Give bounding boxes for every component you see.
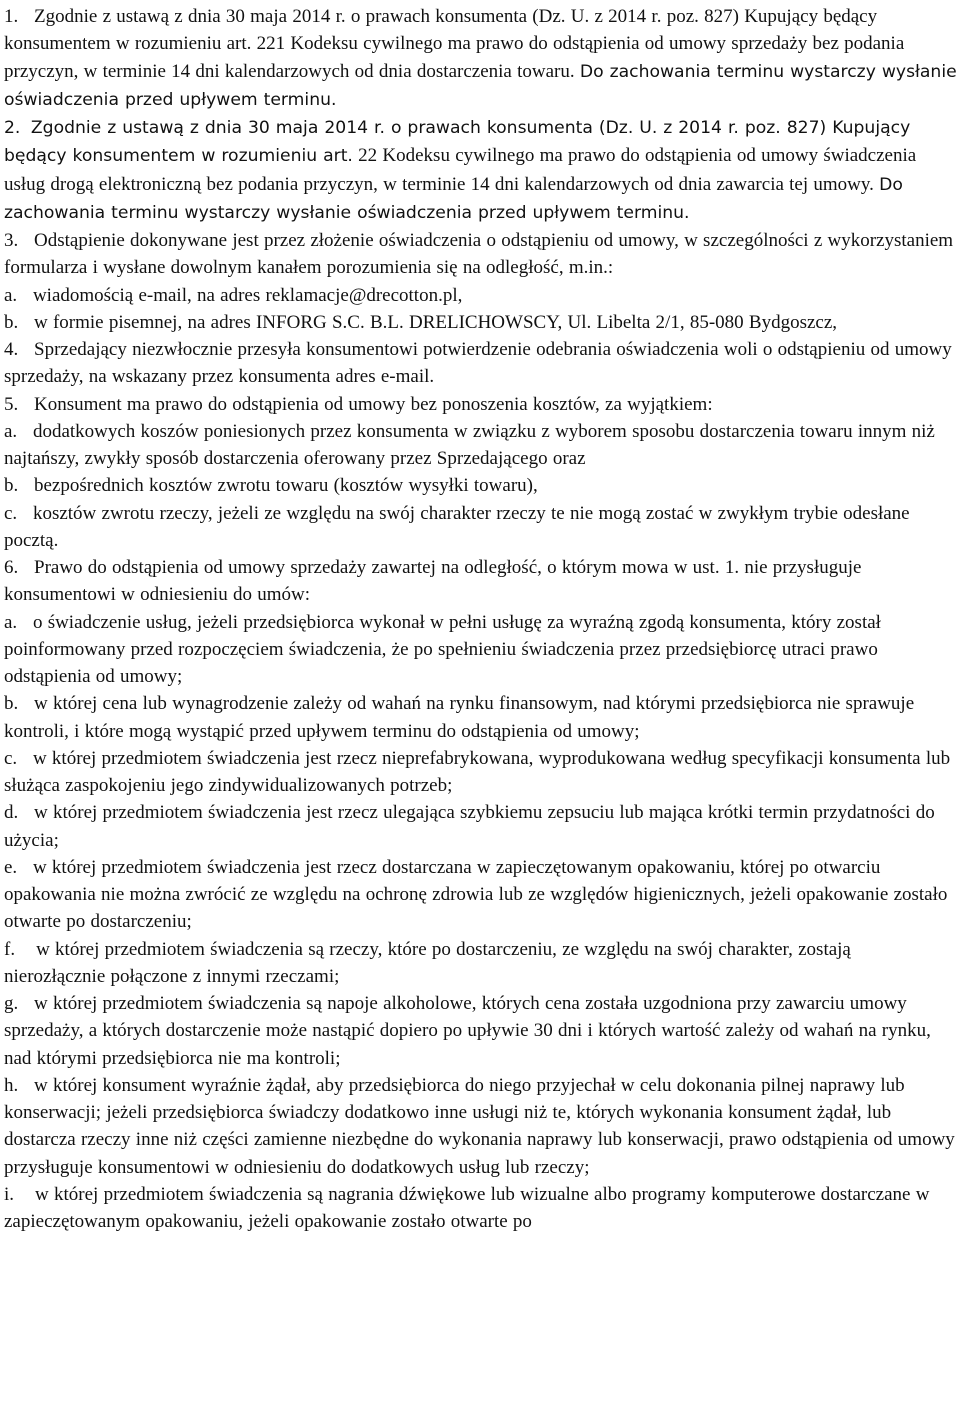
paragraph-6h — [4, 1072, 957, 1181]
paragraph-text: w której przedmiotem świadczenia jest rzecz ulegająca szybkiemu zepsuciu lub mająca krótki termin przydatności do użycia; — [4, 802, 935, 851]
paragraph-text: Do zachowania terminu wystarczy wysłanie oświadczenia przed upływem terminu. — [4, 61, 957, 110]
item-marker: 3. — [4, 230, 19, 251]
item-marker: g. — [4, 993, 19, 1014]
item-marker: a. — [4, 284, 18, 306]
item-marker: 6. — [4, 557, 19, 578]
paragraph-text: w której przedmiotem świadczenia są nagrania dźwiękowe lub wizualne albo programy komputerowe dostarczane w zapieczętowanym opakowaniu, jeżeli opakowanie zostało otwarte po — [4, 1183, 930, 1232]
paragraph-6i — [4, 1181, 957, 1236]
paragraph-6 — [4, 554, 957, 609]
paragraph-3 — [4, 227, 957, 282]
item-marker: c. — [4, 502, 18, 524]
paragraph-text: w której przedmiotem świadczenia jest rzecz dostarczana w zapieczętowanym opakowaniu, której po otwarciu opakowania nie można zwrócić ze względu na ochronę zdrowia lub ze względów higienicznych, jeżeli opakowanie zostało otwarte po dostarczeniu; — [4, 856, 948, 933]
item-marker: b. — [4, 475, 19, 497]
paragraph-text: Sprzedający niezwłocznie przesyła konsumentowi potwierdzenie odebrania oświadczenia woli o odstąpieniu od umowy sprzedaży, na wskazany przez konsumenta adres e-mail. — [4, 339, 952, 388]
item-marker: 1. — [4, 6, 19, 27]
paragraph-text: w formie pisemnej, na adres INFORG S.C. B.L. DRELICHOWSCY, Ul. Libelta 2/1, 85-080 Bydgoszcz, — [34, 311, 838, 333]
paragraph-6g — [4, 990, 957, 1072]
paragraph-text: w której przedmiotem świadczenia są rzeczy, które po dostarczeniu, ze względu na swój charakter, zostają nierozłącznie połączone z innymi rzeczami; — [4, 938, 851, 987]
paragraph-text: wiadomością e-mail, na adres reklamacje@drecotton.pl, — [32, 284, 463, 306]
paragraph-text: w której przedmiotem świadczenia jest rzecz nieprefabrykowana, wyprodukowana według specyfikacji konsumenta lub służąca zaspokojeniu jego zindywidualizowanych potrzeb; — [4, 747, 951, 796]
paragraph-3b — [4, 309, 957, 336]
paragraph-1 — [4, 3, 957, 114]
paragraph-6a — [4, 609, 957, 691]
paragraph-6e — [4, 854, 957, 936]
item-marker: c. — [4, 747, 18, 769]
item-marker: a. — [4, 420, 18, 442]
paragraph-3a — [4, 282, 957, 309]
paragraph-6d — [4, 799, 957, 854]
paragraph-text: kosztów zwrotu rzeczy, jeżeli ze względu na swój charakter rzeczy te nie mogą zostać w zwykłym trybie odesłane pocztą. — [4, 502, 910, 551]
paragraph-text: Do zachowania terminu wystarczy wysłanie oświadczenia przed upływem terminu. — [4, 174, 903, 223]
item-marker: 5. — [4, 393, 19, 415]
paragraph-text: Konsument ma prawo do odstąpienia od umowy bez ponoszenia kosztów, za wyjątkiem: — [34, 393, 713, 415]
paragraph-text: Prawo do odstąpienia od umowy sprzedaży zawartej na odległość, o którym mowa w ust. 1. nie przysługuje konsumentowi w odniesieniu do umów: — [4, 557, 862, 606]
item-marker: i. — [4, 1183, 15, 1205]
paragraph-text: 22 Kodeksu cywilnego ma prawo do odstąpienia od umowy świadczenia usług drogą elektroniczną bez podania przyczyn, w terminie 14 dni kalendarzowych od dnia zawarcia tej umowy. — [4, 145, 917, 195]
paragraph-5 — [4, 391, 957, 418]
paragraph-text: w której przedmiotem świadczenia są napoje alkoholowe, których cena została uzgodniona przy zawarciu umowy sprzedaży, a których dostarczenie może nastąpić dopiero po upływie 30 dni i których wartość zależy od wahań na rynku, nad którymi przedsiębiorca nie ma kontroli; — [4, 993, 931, 1069]
item-marker: 4. — [4, 339, 19, 360]
paragraph-text: bezpośrednich kosztów zwrotu towaru (kosztów wysyłki towaru), — [34, 475, 538, 497]
paragraph-text: dodatkowych koszów poniesionych przez konsumenta w związku z wyborem sposobu dostarczenia towaru innym niż najtańszy, zwykły sposób dostarczenia oferowany przez Sprzedającego oraz — [4, 420, 935, 469]
paragraph-text: w której konsument wyraźnie żądał, aby przedsiębiorca do niego przyjechał w celu dokonania pilnej naprawy lub konserwacji; jeżeli przedsiębiorca świadczy dodatkowo inne usługi niż te, których wykonania konsument żądał, lub dostarcza rzeczy inne niż części zamienne niezbędne do wykonania naprawy lub konserwacji, prawo odstąpienia od umowy przysługuje konsumentowi w odniesieniu do dodatkowych usług lub rzeczy; — [4, 1074, 955, 1178]
item-marker: b. — [4, 693, 19, 715]
item-marker: f. — [4, 938, 16, 960]
paragraph-text: w której cena lub wynagrodzenie zależy od wahań na rynku finansowym, nad którymi przedsiębiorca nie sprawuje kontroli, i które mogą wystąpić przed upływem terminu do odstąpienia od umowy; — [4, 693, 915, 742]
paragraph-6f — [4, 936, 957, 991]
paragraph-5b — [4, 472, 957, 499]
item-marker: h. — [4, 1074, 19, 1096]
item-marker: a. — [4, 611, 18, 633]
paragraph-text: Zgodnie z ustawą z dnia 30 maja 2014 r. o prawach konsumenta (Dz. U. z 2014 r. poz. 827) Kupujący będący konsumentem w rozumieniu art. 221 Kodeksu cywilnego ma prawo do odstąpienia od umowy sprzedaży bez podania przyczyn, w terminie 14 dni kalendarzowych od dnia dostarczenia towaru. — [4, 6, 905, 82]
paragraph-5c — [4, 500, 957, 555]
item-marker: d. — [4, 802, 19, 824]
paragraph-6c — [4, 745, 957, 800]
paragraph-5a — [4, 418, 957, 473]
paragraph-text: Zgodnie z ustawą z dnia 30 maja 2014 r. o prawach konsumenta (Dz. U. z 2014 r. poz. 827) Kupujący będący konsumentem w rozumieniu art. — [4, 118, 911, 167]
paragraph-6b — [4, 690, 957, 745]
paragraph-text: Odstąpienie dokonywane jest przez złożenie oświadczenia o odstąpieniu od umowy, w szczególności z wykorzystaniem formularza i wysłane dowolnym kanałem porozumienia się na odległość, m.in.: — [4, 230, 954, 279]
item-marker: 2. — [4, 118, 21, 138]
item-marker: e. — [4, 856, 18, 878]
paragraph-2 — [4, 114, 957, 227]
paragraph-text: o świadczenie usług, jeżeli przedsiębiorca wykonał w pełni usługę za wyraźną zgodą konsumenta, który został poinformowany przed rozpoczęciem świadczenia, że po spełnieniu świadczenia przez przedsiębiorcę utraci prawo odstąpienia od umowy; — [4, 611, 881, 687]
paragraph-4 — [4, 336, 957, 391]
item-marker: b. — [4, 311, 19, 333]
